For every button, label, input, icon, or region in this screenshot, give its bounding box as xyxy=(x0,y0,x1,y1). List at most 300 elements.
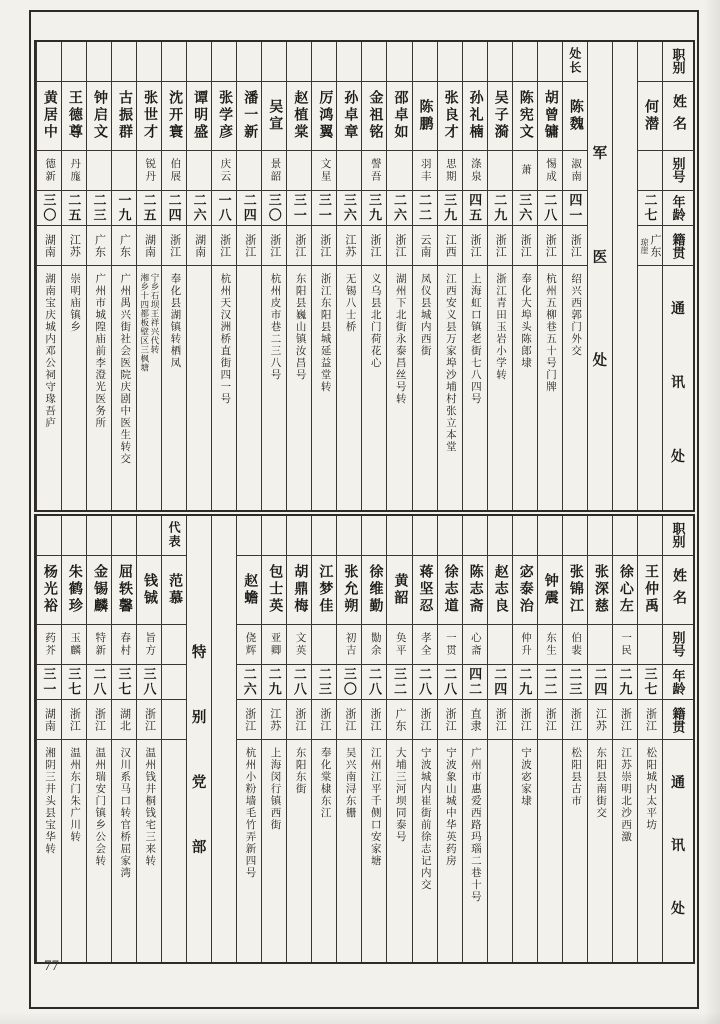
person-column-钟震 xyxy=(537,516,562,962)
cell-alias xyxy=(438,151,462,191)
cell-address xyxy=(362,266,386,510)
person-name: 潘一新 xyxy=(242,90,258,142)
cell-alias xyxy=(162,151,186,191)
cell-origin xyxy=(62,226,86,266)
cell-origin xyxy=(162,226,186,266)
person-age: 二三 xyxy=(316,667,332,697)
cell-address xyxy=(513,740,537,962)
person-name: 赵志良 xyxy=(492,564,508,616)
person-column-古振群 xyxy=(111,42,136,510)
cell-name xyxy=(262,556,286,625)
cell-age xyxy=(638,191,662,227)
person-address xyxy=(139,273,160,372)
cell-origin xyxy=(463,700,487,740)
person-origin: 湖南 xyxy=(43,233,56,258)
person-name: 杨光裕 xyxy=(41,564,57,616)
person-name: 赵植棠 xyxy=(292,90,308,142)
person-origin: 浙江 xyxy=(494,707,507,732)
cell-job-title xyxy=(62,42,86,82)
cell-alias xyxy=(37,151,61,191)
person-name: 古振群 xyxy=(116,90,132,142)
cell-alias xyxy=(488,625,512,665)
cell-age xyxy=(162,665,186,701)
cell-age xyxy=(62,191,86,227)
cell-alias xyxy=(137,625,161,665)
person-alias: 锐丹 xyxy=(144,157,156,183)
header-cell-title xyxy=(663,42,693,82)
person-origin: 浙江 xyxy=(569,707,582,732)
person-name: 张学彦 xyxy=(217,90,233,142)
person-name: 朱鹤珍 xyxy=(66,564,82,616)
cell-name xyxy=(463,82,487,151)
cell-age xyxy=(413,191,437,227)
cell-origin xyxy=(287,226,311,266)
cell-alias xyxy=(162,625,186,665)
header-label-age: 年龄 xyxy=(670,195,686,222)
cell-alias xyxy=(362,625,386,665)
cell-address xyxy=(513,266,537,510)
person-name: 厉鸿翼 xyxy=(317,90,333,142)
person-alias: 一贯 xyxy=(444,631,456,657)
cell-age xyxy=(87,665,111,701)
person-alias: 亚卿 xyxy=(269,631,281,657)
person-address: 广州市惠爱西路玛瑙二巷十号 xyxy=(469,746,481,903)
cell-name xyxy=(387,556,411,625)
person-name: 沈开寰 xyxy=(167,90,183,142)
header-cell-title xyxy=(663,516,693,556)
cell-age xyxy=(538,191,562,227)
cell-alias xyxy=(563,625,587,665)
person-age: 三二 xyxy=(392,667,407,697)
cell-age xyxy=(488,191,512,227)
person-name: 黄韶 xyxy=(392,572,408,607)
cell-age xyxy=(438,665,462,701)
person-column-朱鹤珍 xyxy=(61,516,86,962)
cell-name xyxy=(112,82,136,151)
cell-age xyxy=(237,191,261,227)
person-name: 张良才 xyxy=(442,90,458,142)
person-column-徐志道 xyxy=(437,516,462,962)
cell-age xyxy=(237,665,261,701)
cell-age xyxy=(563,191,587,227)
person-origin: 浙江 xyxy=(268,233,281,258)
section-label-char: 医 xyxy=(592,249,608,266)
person-age: 四五 xyxy=(467,193,483,224)
person-address: 湘阴三井头县宝华转 xyxy=(44,746,56,855)
cell-name xyxy=(262,82,286,151)
person-name: 孙卓章 xyxy=(342,90,358,142)
person-name: 蒋坚忍 xyxy=(417,564,433,616)
section-label xyxy=(588,42,612,510)
cell-address xyxy=(87,740,111,962)
person-column-张学彦 xyxy=(211,42,236,510)
cell-job-title xyxy=(413,42,437,82)
cell-age xyxy=(287,665,311,701)
person-age: 三一 xyxy=(316,193,332,224)
person-alias: 惕成 xyxy=(545,157,557,183)
cell-age xyxy=(362,665,386,701)
cell-job-title xyxy=(438,516,462,556)
address-line-1: 宁乡石坝王祥兴代转 xyxy=(150,273,161,355)
person-name: 钱铖 xyxy=(142,572,158,607)
cell-origin xyxy=(563,700,587,740)
person-address: 上海闵行镇西街 xyxy=(269,746,281,831)
person-address: 吴兴南浔东栅 xyxy=(344,746,356,819)
cell-job-title xyxy=(87,516,111,556)
cell-name xyxy=(538,556,562,625)
person-name: 吴宣 xyxy=(267,98,283,133)
person-column-包士英 xyxy=(261,516,286,962)
person-alias: 孝全 xyxy=(419,631,431,657)
person-column-吴子漪 xyxy=(487,42,512,510)
cell-origin xyxy=(237,226,261,266)
person-address: 松阳城内太平坊 xyxy=(645,746,657,831)
cell-alias xyxy=(387,151,411,191)
person-column-钟启文 xyxy=(86,42,111,510)
cell-alias xyxy=(387,625,411,665)
person-column-屈轶馨 xyxy=(111,516,136,962)
cell-name xyxy=(287,82,311,151)
cell-job-title xyxy=(538,42,562,82)
person-origin: 浙江 xyxy=(293,707,306,732)
person-column-胡鼎梅 xyxy=(286,516,311,962)
person-alias: 文星 xyxy=(319,157,331,183)
person-address: 大埔三河坝同泰号 xyxy=(394,746,406,843)
person-name: 范慕 xyxy=(167,572,183,607)
person-address: 宁波宓家埭 xyxy=(519,746,531,807)
person-address: 温州瑞安门镇乡公会转 xyxy=(94,746,106,867)
cell-origin xyxy=(62,700,86,740)
cell-origin xyxy=(287,700,311,740)
person-alias: 玉麟 xyxy=(69,631,81,657)
person-name: 徐志道 xyxy=(442,564,458,616)
person-column-钱铖 xyxy=(136,516,161,962)
person-column-蒋坚忍 xyxy=(412,516,437,962)
cell-job-title xyxy=(312,42,336,82)
person-name: 吴子漪 xyxy=(492,90,508,142)
header-cell-age xyxy=(663,665,693,701)
person-name: 屈轶馨 xyxy=(116,564,132,616)
cell-alias xyxy=(513,625,537,665)
cell-alias xyxy=(513,151,537,191)
person-age: 三七 xyxy=(642,667,658,697)
person-address: 江州江平千侧口安家塘 xyxy=(369,746,381,867)
cell-address xyxy=(87,266,111,510)
person-address: 江苏崇明北沙西激 xyxy=(620,746,632,843)
person-column-陈志斋 xyxy=(462,516,487,962)
header-cell-origin xyxy=(663,700,693,740)
cell-address xyxy=(538,266,562,510)
cell-name xyxy=(62,82,86,151)
person-name: 谭明盛 xyxy=(192,90,208,142)
header-column xyxy=(662,42,693,510)
cell-origin xyxy=(162,700,186,740)
person-name: 张锦江 xyxy=(567,564,583,616)
person-age: 二四 xyxy=(241,193,257,224)
cell-origin xyxy=(638,226,662,266)
person-age: 四二 xyxy=(467,667,483,697)
person-alias: 伯展 xyxy=(169,157,181,183)
person-origin: 浙江 xyxy=(168,233,181,258)
person-age: 二九 xyxy=(517,667,533,697)
cell-name xyxy=(387,82,411,151)
person-name: 江梦佳 xyxy=(317,564,333,616)
section-label-char: 通 xyxy=(671,302,685,318)
cell-address xyxy=(137,740,161,962)
person-age: 二八 xyxy=(442,667,458,697)
cell-age xyxy=(337,191,361,227)
cell-alias xyxy=(137,151,161,191)
person-name: 陈魏 xyxy=(567,98,583,133)
person-alias: 羽丰 xyxy=(419,157,431,183)
person-age: 二四 xyxy=(492,667,508,697)
cell-alias xyxy=(87,151,111,191)
person-origin: 直隶 xyxy=(469,707,482,732)
cell-address xyxy=(362,740,386,962)
person-name: 徐维勤 xyxy=(367,564,383,616)
cell-name xyxy=(137,82,161,151)
cell-job-title xyxy=(488,516,512,556)
cell-name xyxy=(563,556,587,625)
cell-age xyxy=(387,665,411,701)
person-alias: 伯裴 xyxy=(570,631,582,657)
cell-address xyxy=(463,740,487,962)
address-line-2: 湘乡十四都板壁区三枫塘 xyxy=(139,273,150,373)
person-column-张深慈 xyxy=(587,516,612,962)
person-origin: 浙江 xyxy=(444,707,457,732)
cell-name xyxy=(538,82,562,151)
person-age: 三七 xyxy=(116,667,132,697)
person-name: 张世才 xyxy=(142,90,158,142)
person-alias: 奂平 xyxy=(394,631,406,657)
person-column-厉鸿翼 xyxy=(311,42,336,510)
cell-origin xyxy=(187,226,211,266)
person-origin: 湖南 xyxy=(193,233,206,258)
cell-age xyxy=(387,191,411,227)
person-age: 三〇 xyxy=(41,193,57,224)
cell-origin xyxy=(362,700,386,740)
person-origin: 浙江 xyxy=(243,233,256,258)
section-label-char: 处 xyxy=(592,353,608,369)
cell-address xyxy=(638,266,662,510)
cell-job-title xyxy=(87,42,111,82)
header-label-alias: 别号 xyxy=(670,157,686,184)
person-origin: 广东 xyxy=(648,233,661,258)
cell-origin xyxy=(588,700,612,740)
cell-name xyxy=(162,82,186,151)
person-column-邵卓如 xyxy=(386,42,411,510)
cell-address xyxy=(262,740,286,962)
person-name: 邵卓如 xyxy=(392,90,408,142)
person-alias: 文英 xyxy=(294,631,306,657)
person-age: 三七 xyxy=(66,667,82,697)
person-address: 杭州皮市巷二三八号 xyxy=(269,273,281,382)
person-column-徐维勤 xyxy=(361,516,386,962)
person-alias: 勚余 xyxy=(369,631,381,657)
cell-address xyxy=(237,266,261,510)
header-label-address xyxy=(671,266,685,510)
person-origin: 浙江 xyxy=(394,233,406,258)
person-origin: 湖南 xyxy=(143,233,156,258)
page-number: 77 xyxy=(44,958,59,974)
person-origin: 浙江 xyxy=(143,707,156,732)
person-name: 宓泰治 xyxy=(517,564,533,616)
person-alias: 药芥 xyxy=(44,631,56,657)
person-name: 陈鹏 xyxy=(417,98,433,133)
cell-alias xyxy=(312,625,336,665)
cell-job-title xyxy=(463,516,487,556)
person-age: 一八 xyxy=(216,193,232,224)
cell-origin xyxy=(112,226,136,266)
cell-address xyxy=(438,266,462,510)
person-column-杨光裕 xyxy=(36,516,61,962)
cell-job-title xyxy=(162,42,186,82)
cell-alias xyxy=(212,151,236,191)
cell-age xyxy=(37,665,61,701)
header-cell-address xyxy=(663,740,693,962)
cell-alias xyxy=(563,151,587,191)
person-address: 汉川系马口转官桥屈家湾 xyxy=(119,746,131,879)
cell-address xyxy=(613,740,637,962)
person-address: 奉化棠棣东江 xyxy=(319,746,331,819)
person-origin-note: 琼崖 xyxy=(639,237,649,254)
cell-job-title xyxy=(513,516,537,556)
person-alias: 心斋 xyxy=(469,631,481,657)
cell-age xyxy=(538,665,562,701)
person-alias: 仲升 xyxy=(519,631,531,657)
cell-address xyxy=(37,740,61,962)
cell-name xyxy=(513,82,537,151)
person-column-金祖铭 xyxy=(361,42,386,510)
cell-name xyxy=(488,556,512,625)
section-label-char: 讯 xyxy=(671,376,685,392)
cell-name xyxy=(37,556,61,625)
cell-origin xyxy=(438,226,462,266)
person-origin: 浙江 xyxy=(368,707,381,732)
cell-origin xyxy=(538,700,562,740)
cell-address xyxy=(413,266,437,510)
cell-alias xyxy=(538,151,562,191)
cell-alias xyxy=(237,151,261,191)
header-cell-age xyxy=(663,191,693,227)
cell-origin xyxy=(312,226,336,266)
person-address: 东阳县巍山镇汝昌号 xyxy=(294,273,306,382)
person-column-孙礼楠 xyxy=(462,42,487,510)
header-cell-address xyxy=(663,266,693,510)
cell-age xyxy=(513,191,537,227)
cell-name xyxy=(237,556,261,625)
person-age: 三九 xyxy=(442,193,458,224)
person-origin: 浙江 xyxy=(519,707,532,732)
person-alias: 淑南 xyxy=(570,157,582,183)
cell-job-title xyxy=(463,42,487,82)
cell-job-title xyxy=(387,42,411,82)
person-address: 江西安义县万家埠沙埔村张立本堂 xyxy=(444,273,456,454)
cell-name xyxy=(287,556,311,625)
cell-alias xyxy=(37,625,61,665)
cell-address xyxy=(62,740,86,962)
cell-job-title xyxy=(362,516,386,556)
cell-job-title xyxy=(212,42,236,82)
cell-name xyxy=(312,82,336,151)
person-origin: 浙江 xyxy=(218,233,231,258)
person-address: 凤仪县城内西街 xyxy=(419,273,431,358)
person-origin: 江西 xyxy=(444,233,457,258)
person-address: 浙江东阳县城延益堂转 xyxy=(319,273,331,394)
person-alias: 萧 xyxy=(519,164,531,177)
person-age: 四一 xyxy=(567,193,583,224)
cell-name xyxy=(337,556,361,625)
cell-origin xyxy=(488,700,512,740)
cell-origin xyxy=(87,700,111,740)
person-column-金锡麟 xyxy=(86,516,111,962)
cell-age xyxy=(137,665,161,701)
cell-age xyxy=(513,665,537,701)
cell-address xyxy=(638,740,662,962)
cell-name xyxy=(187,82,211,151)
header-label-origin: 籍贯 xyxy=(670,232,686,259)
cell-alias xyxy=(463,625,487,665)
cell-age xyxy=(137,191,161,227)
cell-origin xyxy=(262,226,286,266)
cell-alias xyxy=(638,151,662,191)
cell-job-title xyxy=(262,516,286,556)
cell-alias xyxy=(262,625,286,665)
person-column-范慕 xyxy=(161,516,186,962)
section-label xyxy=(187,516,211,962)
person-alias: 春村 xyxy=(119,631,131,657)
person-origin: 浙江 xyxy=(368,233,381,258)
person-column-赵志良 xyxy=(487,516,512,962)
cell-alias xyxy=(287,151,311,191)
cell-job-title xyxy=(237,516,261,556)
section-label-column-特别党部 xyxy=(186,516,211,962)
person-name: 包士英 xyxy=(267,564,283,616)
person-age: 二三 xyxy=(91,193,107,224)
cell-age xyxy=(613,665,637,701)
cell-age xyxy=(362,191,386,227)
cell-age xyxy=(162,191,186,227)
person-origin: 浙江 xyxy=(519,233,532,258)
cell-job-title xyxy=(337,42,361,82)
cell-job-title xyxy=(112,516,136,556)
cell-origin xyxy=(438,700,462,740)
cell-address xyxy=(387,266,411,510)
section-label-char: 军 xyxy=(592,146,608,162)
cell-name xyxy=(413,82,437,151)
cell-age xyxy=(262,191,286,227)
cell-alias xyxy=(413,151,437,191)
cell-origin xyxy=(137,226,161,266)
person-age: 三八 xyxy=(141,667,157,697)
cell-job-title xyxy=(62,516,86,556)
cell-alias xyxy=(112,625,136,665)
empty-column xyxy=(612,42,637,510)
person-origin: 浙江 xyxy=(318,707,331,732)
person-address: 奉化县湖镇转栖凤 xyxy=(169,273,181,370)
cell-name xyxy=(162,556,186,625)
cell-origin xyxy=(87,226,111,266)
cell-age xyxy=(463,665,487,701)
cell-name xyxy=(588,556,612,625)
person-address: 杭州天汉洲桥直街四一号 xyxy=(219,273,231,406)
cell-name xyxy=(488,82,512,151)
header-label-origin: 籍贯 xyxy=(670,706,686,733)
cell-address xyxy=(287,266,311,510)
cell-origin xyxy=(212,226,236,266)
cell-alias xyxy=(613,625,637,665)
person-age: 三六 xyxy=(517,193,533,224)
